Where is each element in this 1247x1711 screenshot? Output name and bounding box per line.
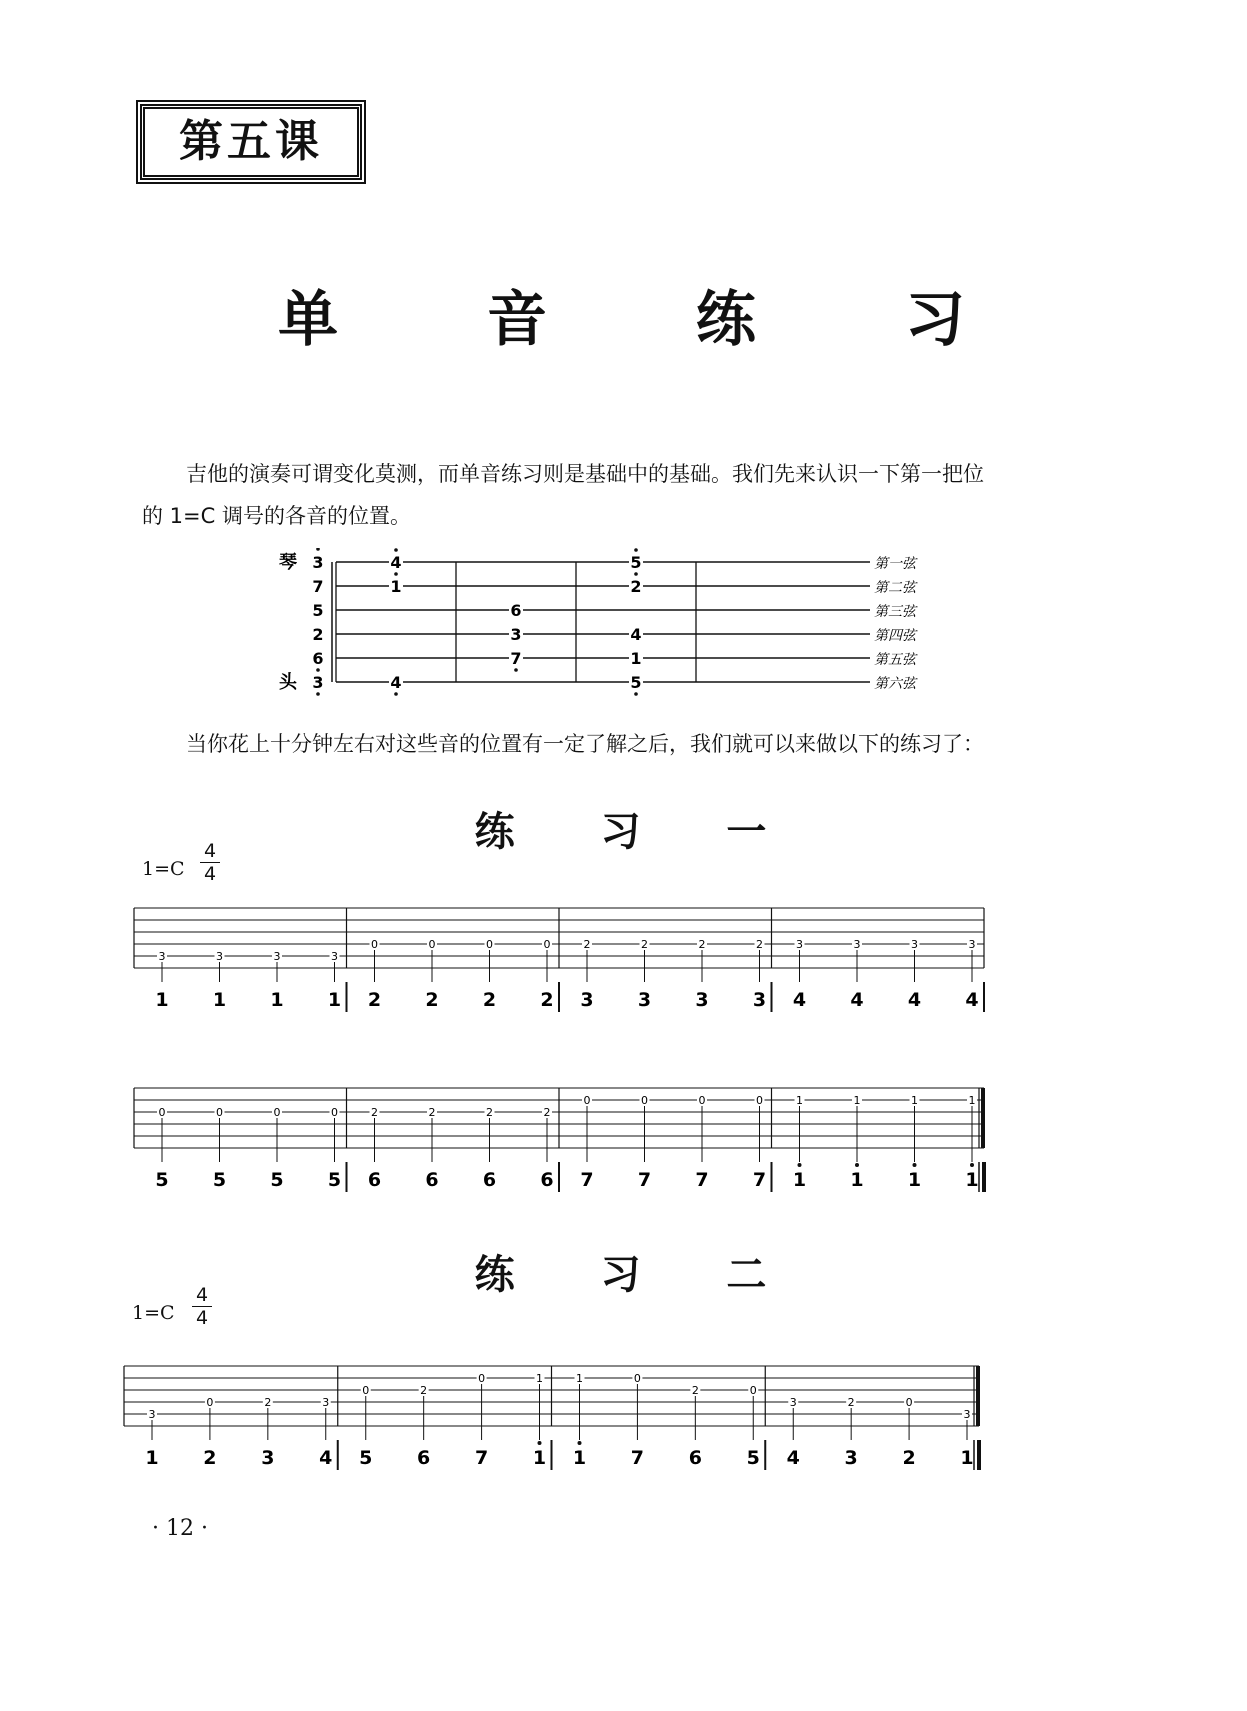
jianpu-note: 2	[203, 1447, 217, 1469]
fret-number: 2	[264, 1396, 272, 1409]
fret-number: 2	[583, 938, 591, 951]
jianpu-note: 6	[417, 1447, 431, 1469]
jianpu-note: 6	[425, 1169, 439, 1191]
string-name-label: 第一弦	[874, 556, 916, 572]
jianpu-note: 2	[902, 1447, 916, 1469]
open-string-note: 2	[312, 625, 324, 644]
fret-number: 3	[331, 950, 338, 963]
fretboard-note: 5	[630, 553, 642, 572]
fret-number: 0	[478, 1372, 486, 1385]
string-name-label: 第五弦	[874, 652, 916, 668]
jianpu-final-barline	[982, 1162, 986, 1192]
lesson-label: 第五课	[179, 116, 323, 167]
fret-number: 3	[853, 938, 861, 951]
jianpu-note: 5	[359, 1447, 373, 1469]
fret-number: 0	[158, 1106, 166, 1119]
fret-number: 0	[362, 1384, 370, 1397]
fret-number: 1	[911, 1094, 918, 1107]
jianpu-final-barline	[977, 1440, 981, 1470]
string-name-label: 第四弦	[874, 628, 916, 644]
fret-number: 1	[576, 1372, 583, 1385]
jianpu-note: 5	[155, 1169, 169, 1191]
octave-dot	[316, 668, 320, 672]
jianpu-note: 5	[746, 1447, 760, 1469]
fret-number: 0	[486, 938, 493, 951]
exercise-1-time-signature	[200, 840, 220, 885]
jianpu-note: 1	[965, 1169, 979, 1191]
string-name-label: 第六弦	[874, 676, 916, 692]
fretboard-note: 4	[630, 625, 642, 644]
fret-number: 2	[698, 938, 706, 951]
jianpu-note: 7	[695, 1169, 709, 1191]
exercise-1-system-2	[130, 1076, 1100, 1206]
jianpu-note: 4	[850, 989, 864, 1011]
jianpu-note: 4	[792, 989, 807, 1011]
fret-number: 2	[543, 1106, 551, 1119]
fret-number: 0	[749, 1384, 757, 1397]
jianpu-note: 4	[965, 989, 979, 1011]
jianpu-note: 5	[270, 1169, 284, 1191]
jianpu-note: 6	[540, 1169, 554, 1191]
octave-dot	[394, 692, 398, 696]
fret-number: 3	[148, 1408, 156, 1421]
octave-dot	[316, 548, 320, 551]
fretboard-diagram	[270, 548, 950, 704]
intro-line-2: 的 1=C 调号的各音的位置。	[142, 504, 411, 528]
fret-number: 3	[216, 950, 223, 963]
octave-dot	[634, 692, 638, 696]
jianpu-note: 1	[572, 1447, 587, 1469]
fret-number: 3	[911, 938, 918, 951]
fret-number: 0	[273, 1106, 281, 1119]
fretboard-note: 7	[510, 649, 522, 668]
fretboard-note: 4	[390, 673, 402, 692]
fret-number: 2	[428, 1106, 436, 1119]
time-bottom: 4	[192, 1306, 212, 1329]
fret-number: 2	[691, 1384, 699, 1397]
octave-dot	[578, 1441, 582, 1445]
jianpu-note: 7	[474, 1447, 489, 1469]
intro-line-1: 吉他的演奏可谓变化莫测，而单音练习则是基础中的基础。我们先来认识一下第一把位	[186, 462, 984, 486]
jianpu-note: 3	[637, 989, 652, 1011]
fret-number: 3	[968, 938, 976, 951]
fret-number: 2	[756, 938, 763, 951]
fret-number: 0	[371, 938, 378, 951]
page-title: 单 音 练 习	[278, 285, 1029, 355]
fretboard-note: 4	[390, 553, 402, 572]
jianpu-note: 3	[695, 989, 709, 1011]
tab-final-barline	[976, 1366, 980, 1426]
octave-dot	[913, 1163, 917, 1167]
exercise-1-system-1	[130, 896, 1100, 1026]
fretboard-note: 3	[510, 625, 522, 644]
fret-number: 2	[371, 1106, 378, 1119]
octave-dot	[798, 1163, 802, 1167]
fret-number: 1	[853, 1094, 861, 1107]
jianpu-note: 1	[792, 1169, 807, 1191]
headstock-label: 头	[279, 672, 297, 693]
jianpu-note: 2	[540, 989, 554, 1011]
octave-dot	[316, 692, 320, 696]
exercise-2-time-signature	[192, 1284, 212, 1329]
jianpu-note: 2	[367, 989, 382, 1011]
jianpu-note: 7	[752, 1169, 767, 1191]
fret-number: 0	[543, 938, 551, 951]
fretboard-note: 2	[630, 577, 642, 596]
open-string-note: 7	[312, 577, 324, 596]
jianpu-note: 3	[580, 989, 594, 1011]
fretboard-note: 1	[390, 577, 402, 596]
string-name-label: 第三弦	[874, 604, 916, 620]
jianpu-note: 6	[367, 1169, 382, 1191]
fret-number: 3	[273, 950, 281, 963]
octave-dot	[394, 572, 398, 576]
fretboard-note: 5	[630, 673, 642, 692]
jianpu-note: 1	[212, 989, 227, 1011]
jianpu-note: 3	[261, 1447, 275, 1469]
fret-number: 0	[583, 1094, 591, 1107]
open-string-note: 6	[312, 649, 324, 668]
jianpu-note: 4	[907, 989, 922, 1011]
open-string-note: 3	[312, 673, 324, 692]
jianpu-note: 1	[145, 1447, 159, 1469]
open-string-note: 3	[312, 553, 324, 572]
fret-number: 3	[158, 950, 166, 963]
fret-number: 1	[968, 1094, 976, 1107]
jianpu-note: 5	[212, 1169, 227, 1191]
octave-dot	[970, 1163, 974, 1167]
fret-number: 0	[641, 1094, 648, 1107]
transition-text: 当你花上十分钟左右对这些音的位置有一定了解之后，我们就可以来做以下的练习了：	[186, 732, 984, 756]
fret-number: 0	[331, 1106, 338, 1119]
time-top: 4	[203, 840, 217, 862]
jianpu-note: 3	[844, 1447, 858, 1469]
fretboard-note: 1	[630, 649, 642, 668]
octave-dot	[855, 1163, 859, 1167]
string-name-label: 第二弦	[874, 580, 916, 596]
fret-number: 0	[633, 1372, 641, 1385]
fret-number: 0	[698, 1094, 706, 1107]
fret-number: 1	[536, 1372, 543, 1385]
jianpu-note: 1	[270, 989, 284, 1011]
fret-number: 2	[486, 1106, 493, 1119]
tab-final-barline	[981, 1088, 985, 1148]
fret-number: 3	[789, 1396, 797, 1409]
octave-dot	[538, 1441, 542, 1445]
fret-number: 0	[905, 1396, 913, 1409]
jianpu-note: 7	[580, 1169, 594, 1191]
fret-number: 3	[796, 938, 803, 951]
octave-dot	[634, 572, 638, 576]
fret-number: 0	[756, 1094, 763, 1107]
octave-dot	[634, 548, 638, 552]
jianpu-note: 1	[960, 1447, 974, 1469]
jianpu-note: 1	[907, 1169, 922, 1191]
fret-number: 3	[963, 1408, 971, 1421]
fret-number: 2	[641, 938, 648, 951]
jianpu-note: 5	[327, 1169, 342, 1191]
fret-number: 0	[216, 1106, 223, 1119]
headstock-label: 琴	[279, 552, 297, 573]
page-number: · 12 ·	[152, 1516, 208, 1541]
fret-number: 2	[420, 1384, 428, 1397]
jianpu-note: 1	[327, 989, 342, 1011]
exercise-2-title: 练 习 二	[474, 1252, 803, 1298]
exercise-2-key: 1=C	[132, 1302, 175, 1324]
jianpu-note: 2	[425, 989, 439, 1011]
jianpu-note: 1	[850, 1169, 864, 1191]
octave-dot	[514, 668, 518, 672]
jianpu-note: 3	[752, 989, 767, 1011]
jianpu-note: 6	[688, 1447, 702, 1469]
jianpu-note: 1	[532, 1447, 547, 1469]
exercise-1-key: 1=C	[142, 858, 185, 880]
open-string-note: 5	[312, 601, 324, 620]
fret-number: 3	[322, 1396, 330, 1409]
exercise-2-system-1	[120, 1354, 1095, 1484]
jianpu-note: 4	[319, 1447, 333, 1469]
fret-number: 0	[428, 938, 436, 951]
jianpu-note: 7	[637, 1169, 652, 1191]
fret-number: 1	[796, 1094, 803, 1107]
jianpu-note: 7	[630, 1447, 645, 1469]
fret-number: 2	[847, 1396, 855, 1409]
fret-number: 0	[206, 1396, 214, 1409]
jianpu-note: 6	[482, 1169, 497, 1191]
exercise-1-title: 练 习 一	[474, 809, 803, 855]
jianpu-note: 1	[155, 989, 169, 1011]
time-bottom: 4	[200, 862, 220, 885]
jianpu-note: 2	[482, 989, 497, 1011]
jianpu-note: 4	[786, 1447, 800, 1469]
fretboard-note: 6	[510, 601, 522, 620]
octave-dot	[394, 548, 398, 552]
time-top: 4	[195, 1284, 209, 1306]
